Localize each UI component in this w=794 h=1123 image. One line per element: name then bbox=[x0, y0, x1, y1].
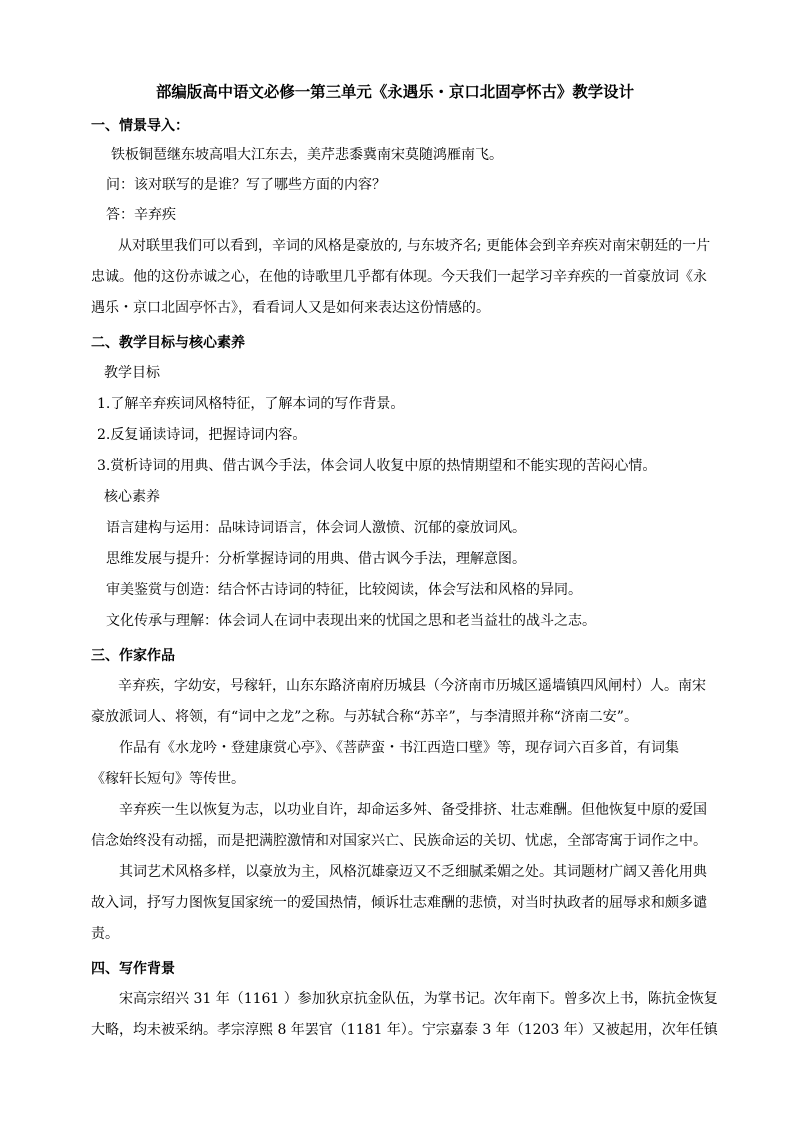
goals-label: 教学目标 bbox=[104, 365, 160, 381]
author-paragraph-line: 豪放派词人、将领，有“词中之龙”之称。与苏轼合称“苏辛”，与李清照并称“济南二安”。 bbox=[91, 709, 638, 725]
intro-paragraph-line: 遇乐・京口北固亭怀古》，看看词人又是如何来表达这份情感的。 bbox=[91, 300, 490, 316]
life-paragraph-line: 辛弃疾一生以恢复为志，以功业自许，却命运多舛、备受排挤、壮志难酬。但他恢复中原的爱国 bbox=[119, 802, 707, 818]
core-label: 核心素养 bbox=[104, 489, 160, 505]
section-heading-background: 四、写作背景 bbox=[91, 961, 175, 977]
background-paragraph-line: 宋高宗绍兴 31 年（1161 ）参加狄京抗金队伍，为掌书记。次年南下。曾多次上书，陈抗金恢复 bbox=[119, 991, 718, 1007]
works-paragraph-line: 作品有《水龙吟・登建康赏心亭》、《菩萨蛮・书江西造口壁》等，现存词六百多首，有词集 bbox=[119, 740, 679, 756]
goal-item: 3.赏析诗词的用典、借古讽今手法，体会词人收复中原的热情期望和不能实现的苦闷心情。 bbox=[97, 458, 657, 474]
core-item: 思维发展与提升：分析掌握诗词的用典、借古讽今手法，理解意图。 bbox=[106, 551, 526, 567]
author-paragraph-line: 辛弃疾，字幼安，号稼轩，山东东路济南府历城县（今济南市历城区遥墙镇四风闸村）人。南宋 bbox=[118, 678, 706, 694]
section-heading-author: 三、作家作品 bbox=[91, 648, 175, 664]
question-text: 问：该对联写的是谁？写了哪些方面的内容？ bbox=[106, 177, 386, 193]
life-paragraph-line: 信念始终没有动摇，而是把满腔激情和对国家兴亡、民族命运的关切、忧虑，全部寄寓于词作之中。 bbox=[91, 833, 707, 849]
works-paragraph-line: 《稼轩长短句》等传世。 bbox=[91, 771, 245, 787]
core-item: 语言建构与运用：品味诗词语言，体会词人激愤、沉郁的豪放词风。 bbox=[106, 520, 526, 536]
style-paragraph-line: 故入词，抒写力图恢复国家统一的爱国热情，倾诉壮志难酬的悲愤，对当时执政者的屈辱求和颇多谴 bbox=[91, 895, 707, 911]
goal-item: 1.了解辛弃疾词风格特征，了解本词的写作背景。 bbox=[97, 396, 405, 412]
background-paragraph-line: 大略，均未被采纳。孝宗淳熙 8 年罢官（1181 年）。宁宗嘉泰 3 年（1203 年）又被起用，次年任镇 bbox=[91, 1022, 718, 1038]
style-paragraph-line: 责。 bbox=[91, 926, 119, 942]
section-heading-intro: 一、情景导入： bbox=[91, 118, 189, 134]
section-heading-goals: 二、教学目标与核心素养 bbox=[91, 335, 245, 351]
core-item: 审美鉴赏与创造：结合怀古诗词的特征，比较阅读，体会写法和风格的异同。 bbox=[106, 582, 582, 598]
style-paragraph-line: 其词艺术风格多样，以豪放为主，风格沉雄豪迈又不乏细腻柔媚之处。其词题材广阔又善化用典 bbox=[119, 864, 707, 880]
goal-item: 2.反复诵读诗词，把握诗词内容。 bbox=[97, 427, 307, 443]
answer-text: 答：辛弃疾 bbox=[106, 207, 176, 223]
intro-paragraph-line: 忠诚。他的这份赤诚之心，在他的诗歌里几乎都有体现。今天我们一起学习辛弃疾的一首豪放词《永 bbox=[91, 269, 707, 285]
document-title: 部编版高中语文必修一第三单元《永遇乐・京口北固亭怀古》教学设计 bbox=[155, 83, 635, 101]
core-item: 文化传承与理解：体会词人在词中表现出来的忧国之思和老当益壮的战斗之志。 bbox=[106, 613, 596, 629]
intro-paragraph-line: 从对联里我们可以看到，辛词的风格是豪放的, 与东坡齐名; 更能体会到辛弃疾对南宋朝廷的一片 bbox=[118, 238, 711, 254]
couplet-text: 铁板铜琶继东坡高唱大江东去，美芹悲黍冀南宋莫随鸿雁南飞。 bbox=[111, 147, 503, 163]
